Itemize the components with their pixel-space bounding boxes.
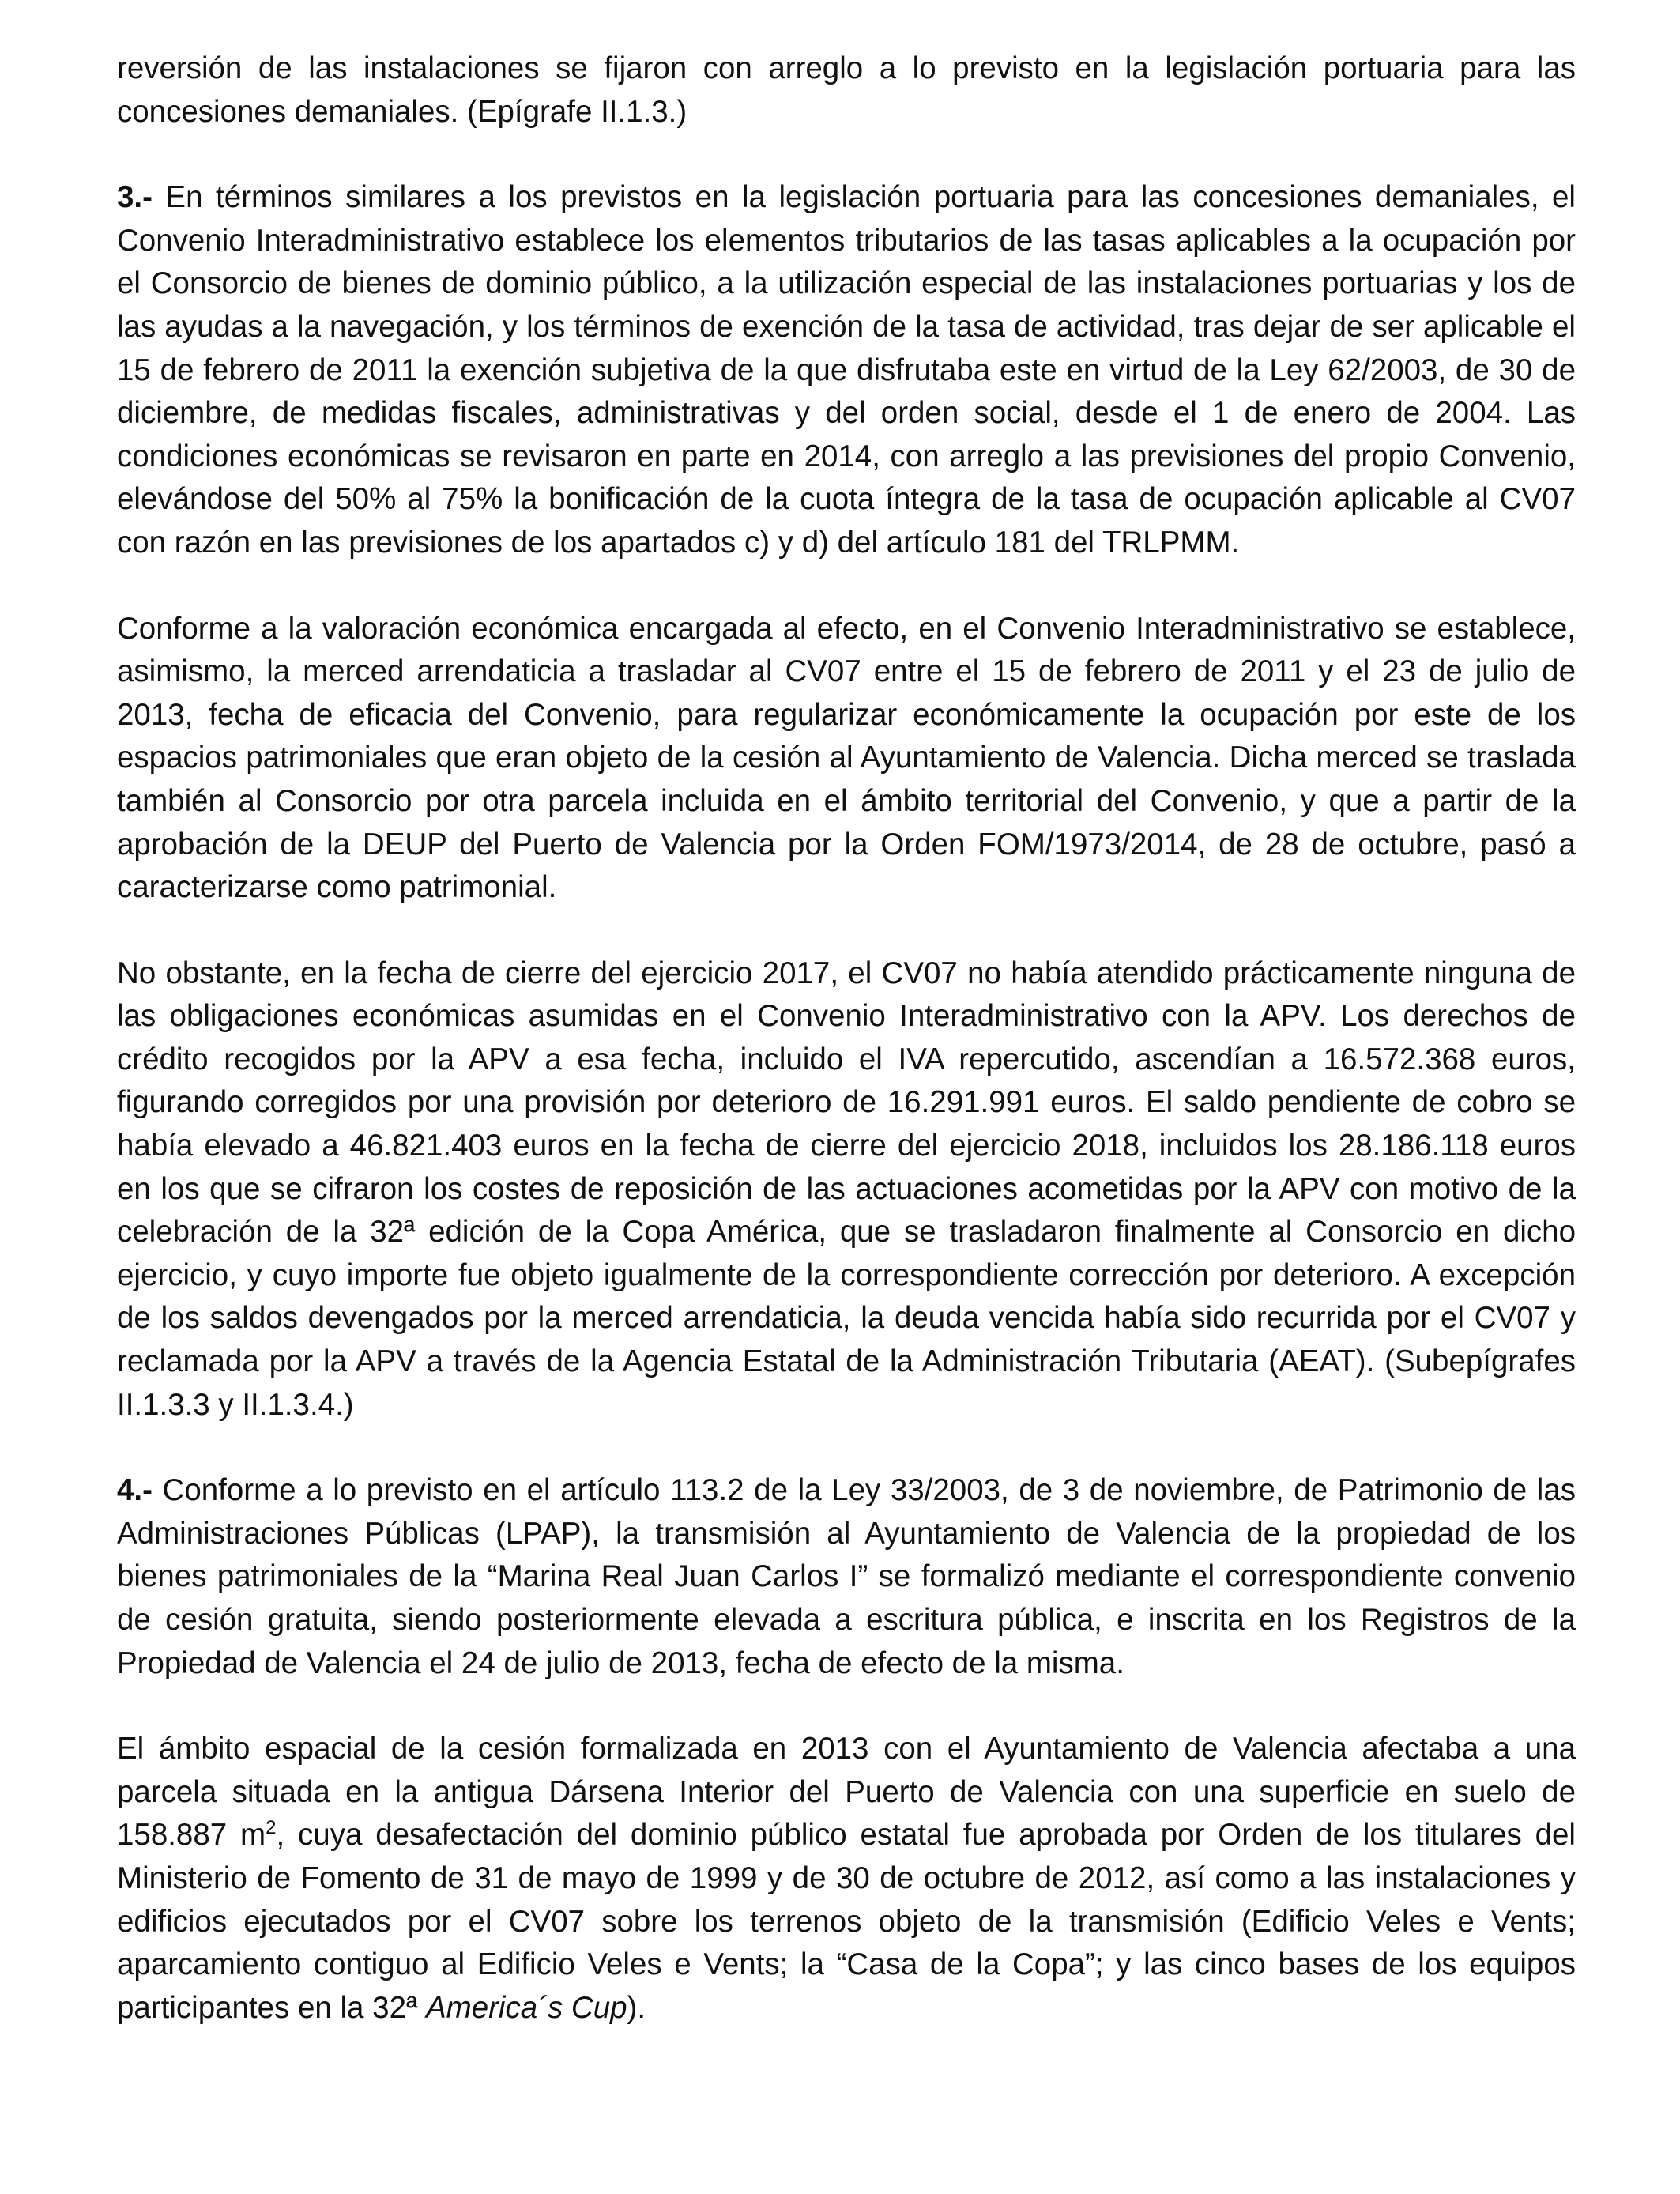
paragraph-text: Conforme a lo previsto en el artículo 113.2 de la Ley 33/2003, de 3 de noviembre, de Patrimonio de las Administraciones Públicas (LPAP), la transmisión al Ayuntamiento de Valencia de la propiedad de los bienes patrimoniales de la “Marina Real Juan Carlos I” se formalizó mediante el correspondiente convenio de cesión gratuita, siendo posteriormente elevada a escritura pública, e inscrita en los Registros de la Propiedad de Valencia el 24 de julio de 2013, fecha de efecto de la misma. [117,1473,1576,1680]
paragraph-section-4 [117,1469,1576,1685]
paragraph-text: Conforme a la valoración económica encargada al efecto, en el Convenio Interadministrativo se establece, asimismo, la merced arrendaticia a trasladar al CV07 entre el 15 de febrero de 2011 y el 23 de julio de 2013, fecha de eficacia del Convenio, para regularizar económicamente la ocupación por este de los espacios patrimoniales que eran objeto de la cesión al Ayuntamiento de Valencia. Dicha merced se traslada también al Consorcio por otra parcela incluida en el ámbito territorial del Convenio, y que a partir de la aprobación de la DEUP del Puerto de Valencia por la Orden FOM/1973/2014, de 28 de octubre, pasó a caracterizarse como patrimonial. [117,611,1576,905]
section-number: 4.- [117,1473,153,1508]
italic-text: America´s Cup [425,1990,627,2025]
paragraph-ambito [117,1728,1576,2030]
paragraph-section-3 [117,176,1576,564]
superscript: 2 [266,1817,277,1839]
paragraph-reversion [117,47,1576,134]
section-number: 3.- [117,180,153,215]
paragraph-text: En términos similares a los previstos en la legislación portuaria para las concesiones demaniales, el Convenio Interadministrativo establece los elementos tributarios de las tasas aplicables a la ocupación por el Consorcio de bienes de dominio público, a la utilización especial de las instalaciones portuarias y los de las ayudas a la navegación, y los términos de exención de la tasa de actividad, tras dejar de ser aplicable el 15 de febrero de 2011 la exención subjetiva de la que disfrutaba este en virtud de la Ley 62/2003, de 30 de diciembre, de medidas fiscales, administrativas y del orden social, desde el 1 de enero de 2004. Las condiciones económicas se revisaron en parte en 2014, con arreglo a las previsiones del propio Convenio, elevándose del 50% al 75% la bonificación de la cuota íntegra de la tasa de ocupación aplicable al CV07 con razón en las previsiones de los apartados c) y d) del artículo 181 del TRLPMM. [117,180,1576,560]
paragraph-valoracion [117,608,1576,910]
paragraph-text: El ámbito espacial de la cesión formalizada en 2013 con el Ayuntamiento de Valencia afectaba a una parcela situada en la antigua Dársena Interior del Puerto de Valencia con una superficie en suelo de 158.887 m [117,1732,1576,1853]
document-page [117,47,1576,2072]
paragraph-text: reversión de las instalaciones se fijaron con arreglo a lo previsto en la legislación portuaria para las concesiones demaniales. (Epígrafe II.1.3.) [117,51,1576,129]
paragraph-text: No obstante, en la fecha de cierre del ejercicio 2017, el CV07 no había atendido prácticamente ninguna de las obligaciones económicas asumidas en el Convenio Interadministrativo con la APV. Los derechos de crédito recogidos por la APV a esa fecha, incluido el IVA repercutido, ascendían a 16.572.368 euros, figurando corregidos por una provisión por deterioro de 16.291.991 euros. El saldo pendiente de cobro se había elevado a 46.821.403 euros en la fecha de cierre del ejercicio 2018, incluidos los 28.186.118 euros en los que se cifraron los costes de reposición de las actuaciones acometidas por la APV con motivo de la celebración de la 32ª edición de la Copa América, que se trasladaron finalmente al Consorcio en dicho ejercicio, y cuyo importe fue objeto igualmente de la correspondiente corrección por deterioro. A excepción de los saldos devengados por la merced arrendaticia, la deuda vencida había sido recurrida por el CV07 y reclamada por la APV a través de la Agencia Estatal de la Administración Tributaria (AEAT). (Subepígrafes II.1.3.3 y II.1.3.4.) [117,956,1576,1422]
paragraph-no-obstante [117,952,1576,1427]
paragraph-text: , cuya desafectación del dominio público estatal fue aprobada por Orden de los titulares del Ministerio de Fomento de 31 de mayo de 1999 y de 30 de octubre de 2012, así como a las instalaciones y edificios ejecutados por el CV07 sobre los terrenos objeto de la transmisión (Edificio Veles e Vents; aparcamiento contiguo al Edificio Veles e Vents; la “Casa de la Copa”; y las cinco bases de los equipos participantes en la 32ª [117,1818,1576,2025]
paragraph-text: ). [627,1990,646,2025]
